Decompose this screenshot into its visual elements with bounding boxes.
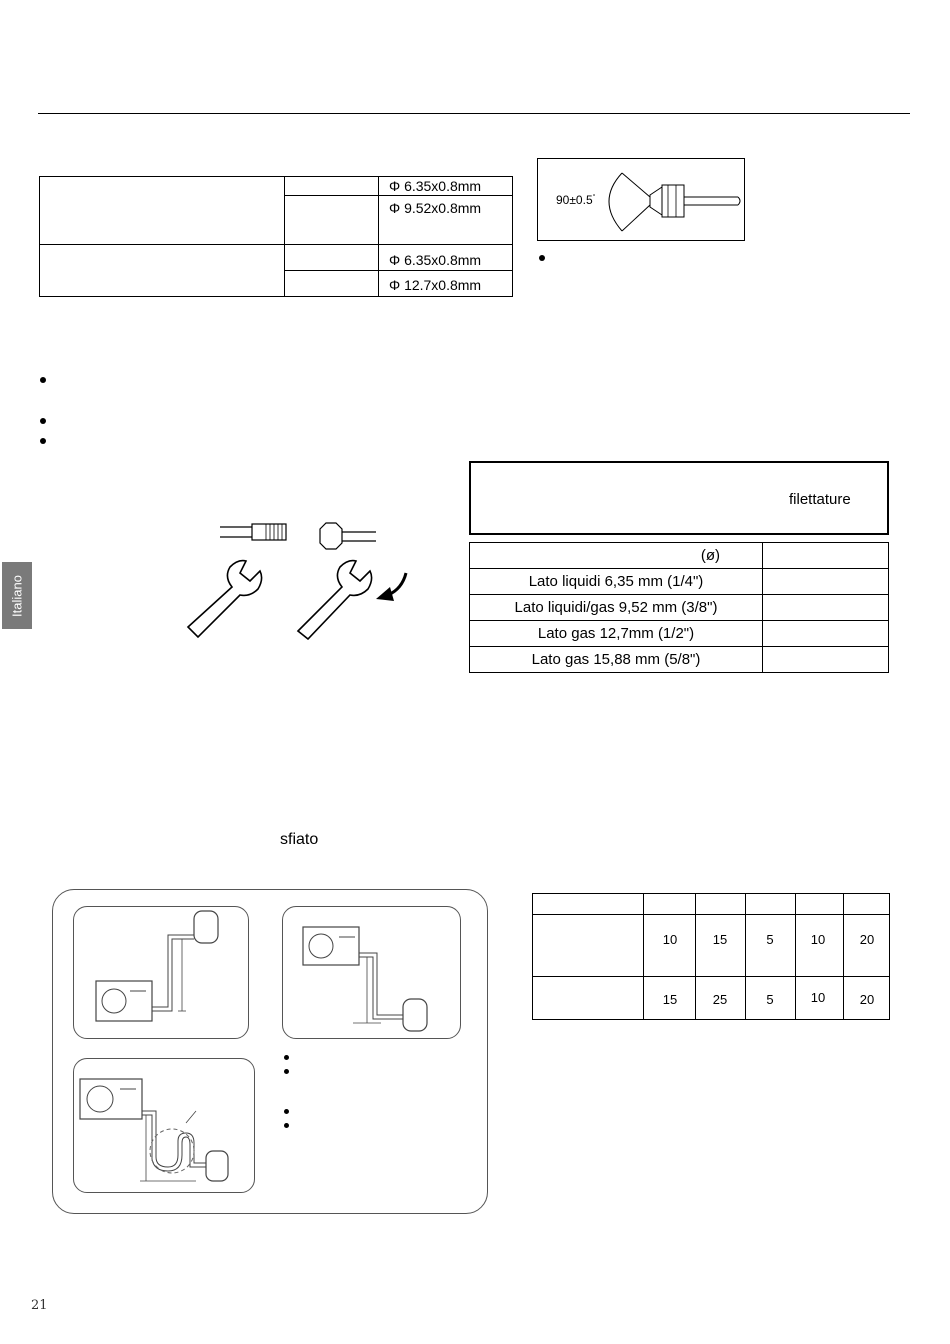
table-row [470,595,889,621]
pipe-spec-table [39,176,513,297]
bullet-point [284,1109,289,1114]
pipe-spec-cell: Φ 6.35x0.8mm [389,178,482,194]
language-tab-label: Italiano [9,574,25,617]
table-cell: 5 [766,932,774,947]
bullet-point [40,377,46,383]
table-cell: 15 [662,992,678,1007]
pipe-spec-cell: Φ 9.52x0.8mm [389,200,482,216]
header-rule [38,113,910,114]
sfiato-label: sfiato [280,831,319,848]
torque-row-label: Lato liquidi 6,35 mm (1/4") [470,569,763,595]
bullet-point [284,1069,289,1074]
bullet-point [40,438,46,444]
table-cell: 10 [810,990,826,1005]
torque-row-label: Lato liquidi/gas 9,52 mm (3/8") [470,595,763,621]
flare-angle-figure [537,158,745,241]
table-cell: 20 [859,992,875,1007]
pipe-spec-cell: Φ 12.7x0.8mm [389,277,482,293]
torque-row-label: Lato gas 15,88 mm (5/8") [470,647,763,673]
table-row [470,647,889,673]
table-row [470,569,889,595]
note-text: filettature [789,491,851,508]
torque-table [469,542,889,673]
bullet-point [284,1123,289,1128]
height-limit-table [532,893,890,1020]
table-row [470,621,889,647]
table-row [470,543,889,569]
diagram-panel-indoor-above [73,906,249,1039]
torque-row-label: Lato gas 12,7mm (1/2") [470,621,763,647]
diagram-panel-oil-trap [73,1058,255,1193]
bullet-point [40,418,46,424]
wrench-illustration [180,515,410,640]
table-cell: 10 [810,932,826,947]
torque-header: (ø) [470,543,763,569]
language-tab [2,562,32,629]
table-cell: 20 [859,932,875,947]
flare-angle-label: 90±0.5° [556,193,596,207]
page-number: 21 [31,1298,48,1313]
table-cell: 15 [712,932,728,947]
diagram-panel-outdoor-above [282,906,461,1039]
diagram-indoor-above [74,907,247,1037]
table-cell: 10 [662,932,678,947]
diagram-outdoor-above [283,907,459,1037]
table-cell: 5 [766,992,774,1007]
table-cell: 25 [712,992,728,1007]
bullet-point [284,1055,289,1060]
bullet-point [539,255,545,261]
pipe-spec-cell: Φ 6.35x0.8mm [389,252,482,268]
note-box [469,461,889,535]
diagram-oil-trap [74,1059,253,1191]
